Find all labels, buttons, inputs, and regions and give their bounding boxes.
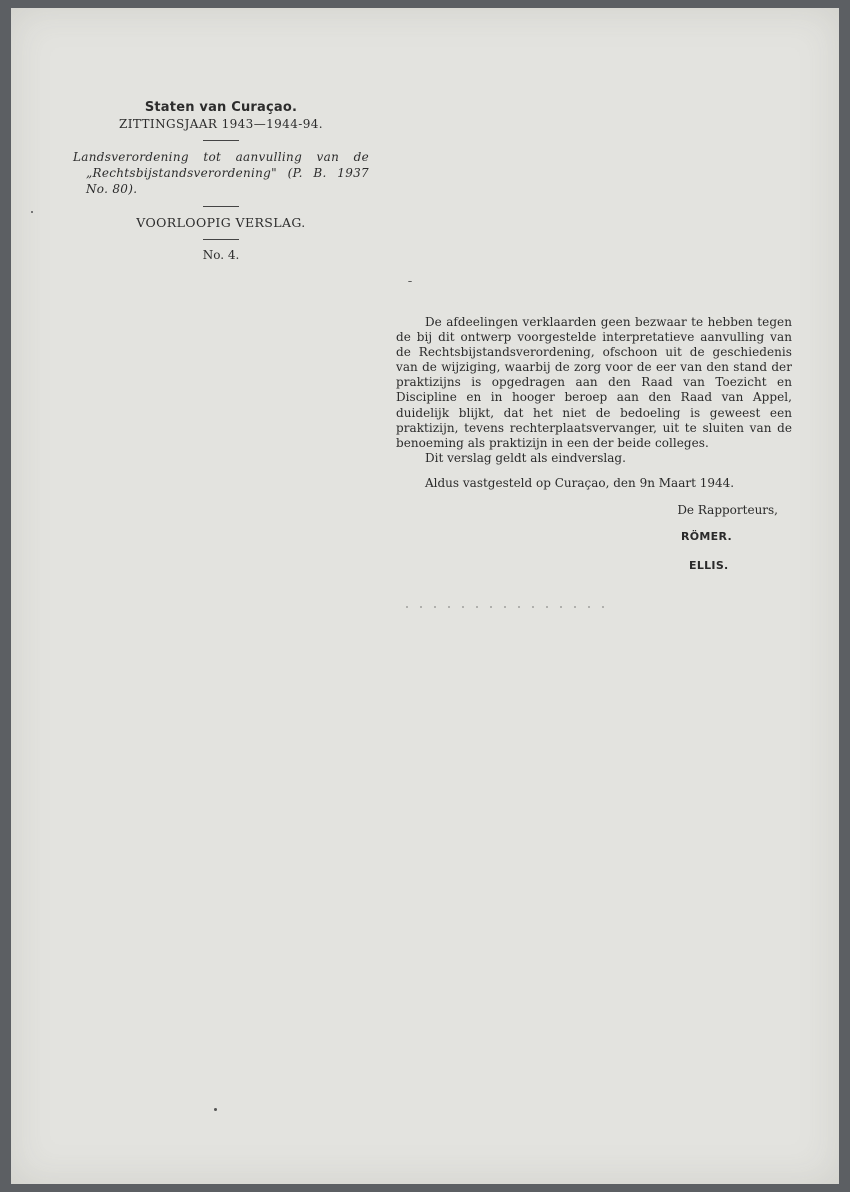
subject-line: No. 80).	[86, 182, 138, 196]
subject-line: „Rechtsbijstandsverordening" (P. B. 1937	[86, 166, 369, 180]
document-page	[11, 8, 839, 1184]
organization-title: Staten van Curaçao.	[144, 100, 298, 115]
adoption-statement: Aldus vastgesteld op Curaçao, den 9n Maart 1944.	[425, 475, 735, 490]
ordinance-subject	[71, 149, 371, 197]
paper-speck	[408, 281, 412, 282]
report-paragraph: De afdeelingen verklaarden geen bezwaar te hebben tegen de bij dit ontwerp voorgestelde interpretatieve aanvulling van de Rechtsbijstandsverordening, ofschoon uit de geschiedenis van de wijziging, waarbij de zorg voor de eer van den stand der praktizijns is opgedragen aan den Raad van Toezicht en Discipline en in hooger beroep aan den Raad van Appel, duidelijk blijkt, dat het niet de bedoeling is geweest een praktizijn, tevens rechterplaatsvervanger, uit te sluiten van de benoeming als praktizijn in een der beide colleges.	[396, 315, 792, 450]
document-header	[71, 100, 371, 262]
paper-speck	[214, 1108, 217, 1111]
report-body	[396, 315, 792, 573]
session-year: ZITTINGSJAAR 1943—1944-94.	[119, 117, 323, 131]
divider	[203, 239, 239, 240]
divider	[203, 140, 239, 141]
faint-dotted-line	[406, 606, 606, 608]
document-type: VOORLOOPIG VERSLAG.	[136, 215, 306, 230]
divider	[203, 206, 239, 207]
document-number: No. 4.	[202, 248, 240, 262]
rapporteur-name: RÖMER.	[681, 530, 732, 544]
final-report-note: Dit verslag geldt als eindverslag.	[425, 450, 626, 465]
rapporteurs-heading: De Rapporteurs,	[677, 503, 778, 518]
subject-line: Landsverordening tot aanvulling van de	[73, 150, 369, 164]
rapporteur-name: ELLIS.	[689, 559, 729, 573]
paper-speck	[31, 211, 33, 213]
